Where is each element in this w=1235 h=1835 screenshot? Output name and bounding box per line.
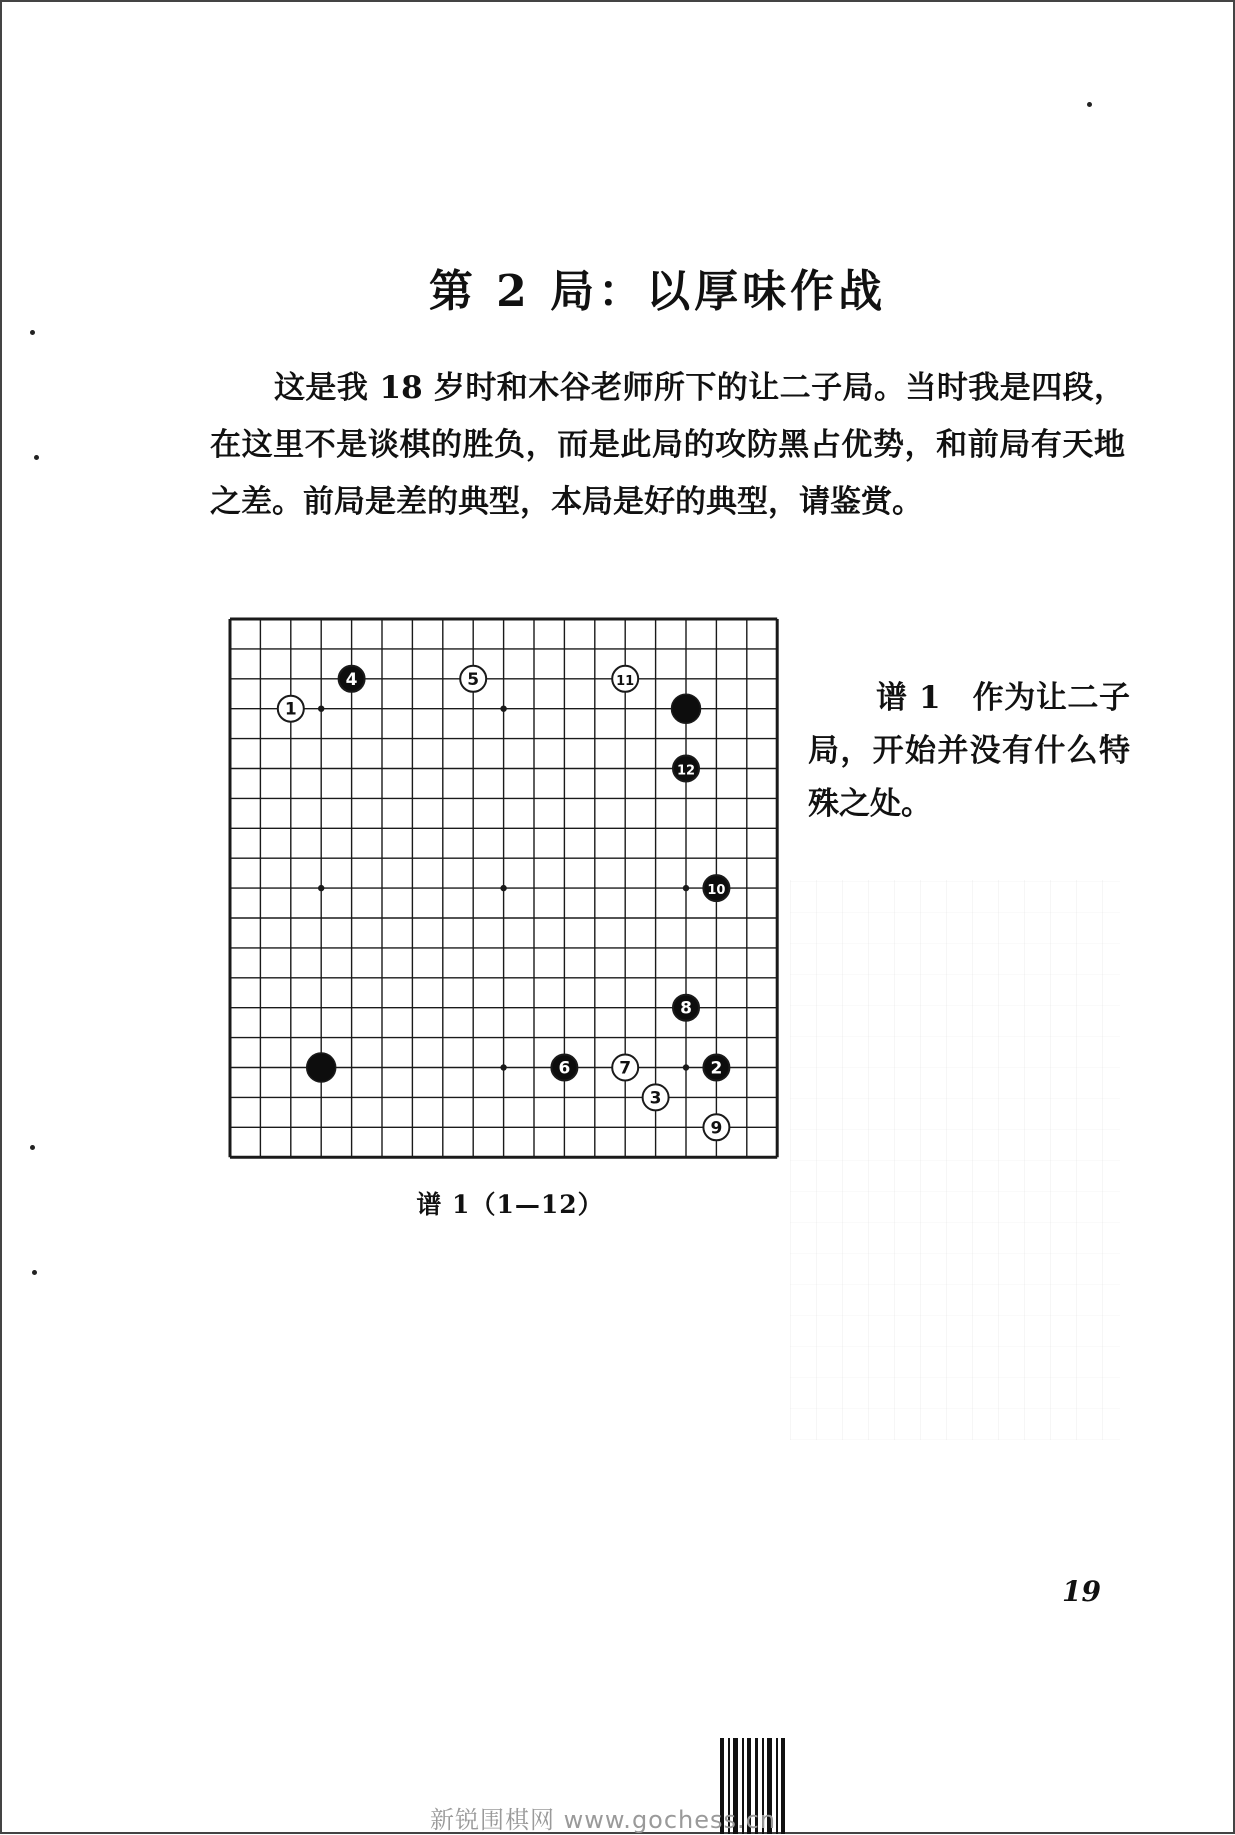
page-number: 19: [1062, 1575, 1101, 1608]
move-number-label: 9: [710, 1118, 723, 1139]
handicap-black-stone: [307, 1053, 336, 1082]
hoshi-point: [318, 706, 324, 712]
page-title: 第 2 局：以厚味作战: [428, 266, 887, 317]
move-number-label: 5: [467, 669, 480, 690]
hoshi-point: [683, 885, 689, 891]
hoshi-point: [683, 1064, 689, 1070]
move-number-label: 2: [710, 1058, 723, 1079]
move-number-label: 4: [345, 669, 358, 690]
scan-noise: [790, 880, 1120, 1440]
handicap-black-stone: [672, 694, 701, 723]
barcode-bar: [776, 1738, 778, 1834]
scan-speck: [30, 330, 35, 335]
scan-speck: [1087, 102, 1092, 107]
move-number-label: 3: [649, 1088, 662, 1109]
go-board-diagram: [226, 615, 782, 1161]
site-watermark: 新锐围棋网 www.gochess.cn: [430, 1806, 777, 1834]
diagram-caption: 谱 1（1—12）: [416, 1190, 604, 1219]
move-number-label: 7: [619, 1058, 632, 1079]
hoshi-point: [500, 1064, 506, 1070]
go-board-svg: [226, 615, 782, 1161]
scan-speck: [34, 455, 39, 460]
hoshi-point: [500, 885, 506, 891]
move-number-label: 12: [676, 763, 696, 779]
hoshi-point: [318, 885, 324, 891]
move-number-label: 11: [616, 673, 635, 689]
diagram-commentary: 谱 1 作为让二子局，开始并没有什么特殊之处。: [808, 680, 1130, 822]
move-number-label: 10: [707, 883, 726, 899]
hoshi-point: [500, 706, 506, 712]
barcode-bar: [781, 1738, 785, 1834]
move-number-label: 1: [284, 699, 297, 720]
scan-speck: [32, 1270, 37, 1275]
intro-paragraph: 这是我 18 岁时和木谷老师所下的让二子局。当时我是四段，在这里不是谈棋的胜负，而是此局的攻防黑占优势，和前局有天地之差。前局是差的典型，本局是好的典型，请鉴赏。: [210, 370, 1125, 520]
move-number-label: 8: [680, 998, 692, 1019]
move-number-label: 6: [558, 1058, 571, 1079]
scan-speck: [30, 1145, 35, 1150]
